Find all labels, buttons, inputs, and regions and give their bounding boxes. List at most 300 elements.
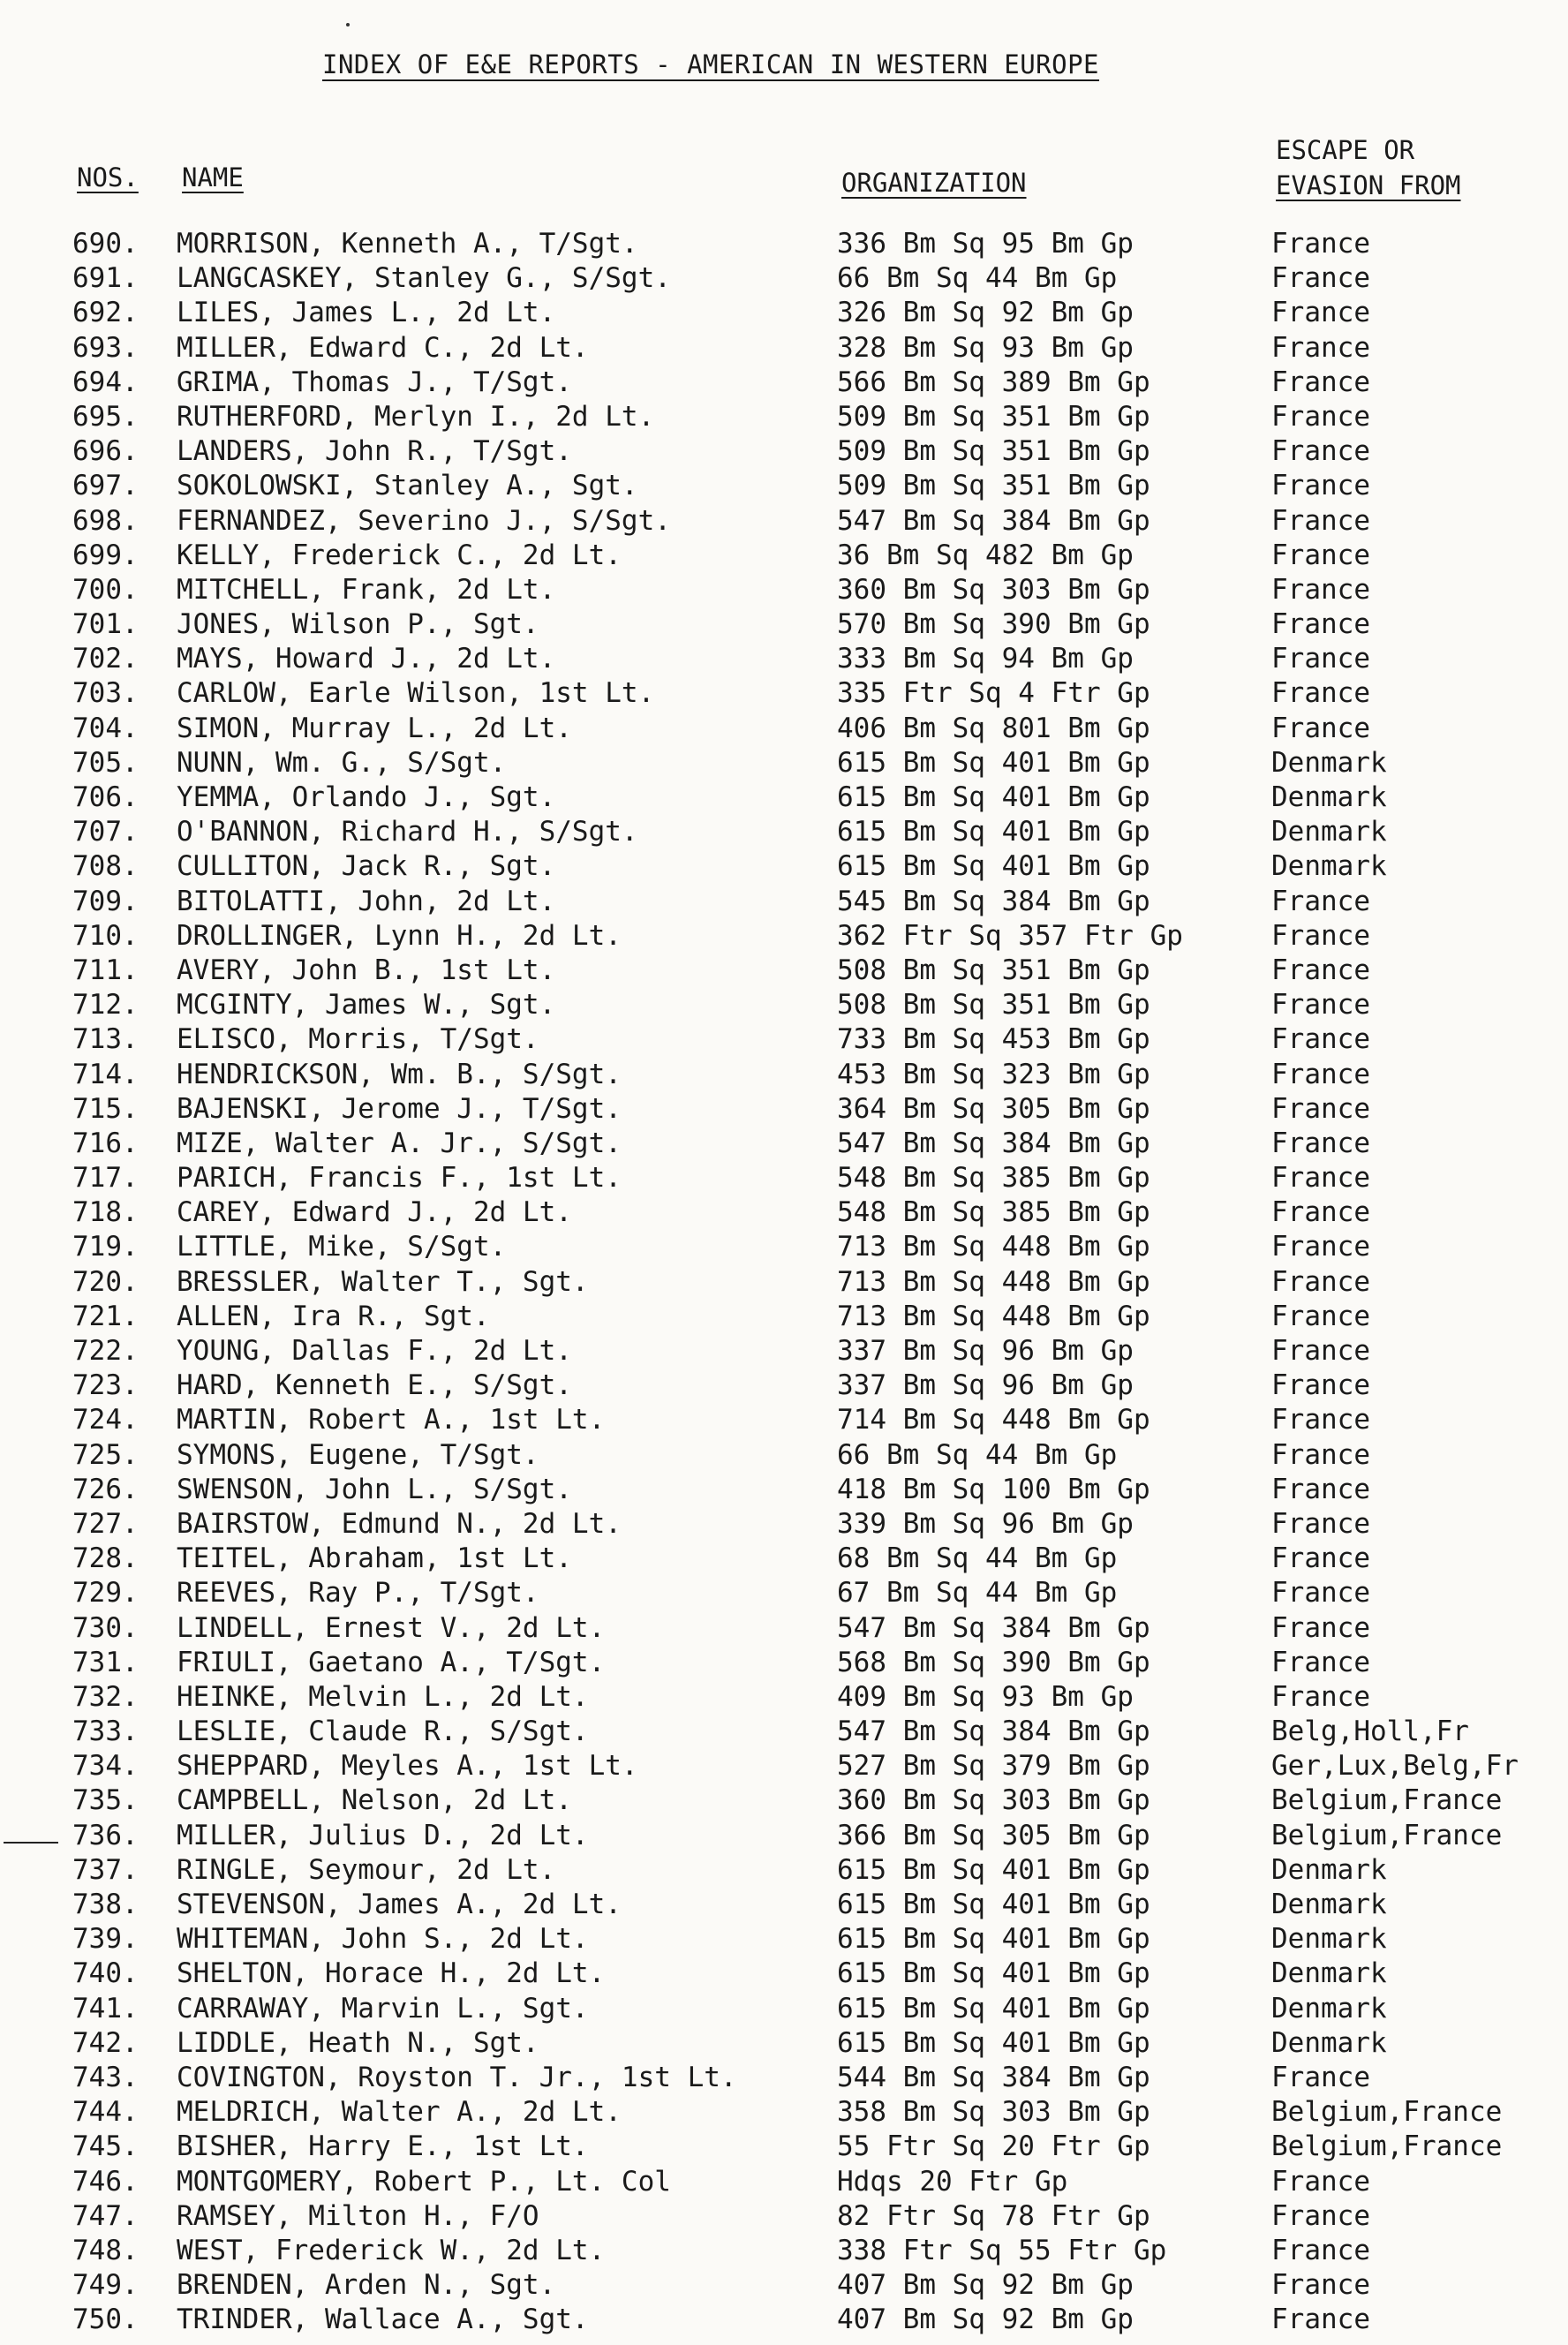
table-row (0, 297, 1568, 331)
organization: 337 Bm Sq 96 Bm Gp (837, 1335, 1134, 1367)
report-number: 720. (72, 1265, 139, 1298)
header-nos (77, 162, 139, 192)
report-number: 721. (72, 1300, 139, 1332)
organization: 713 Bm Sq 448 Bm Gp (837, 1265, 1150, 1298)
person-name: BAJENSKI, Jerome J., T/Sgt. (177, 1092, 622, 1125)
table-row (0, 539, 1568, 574)
table-row (0, 2096, 1568, 2130)
person-name: TRINDER, Wallace A., Sgt. (177, 2304, 589, 2336)
report-number: 711. (72, 954, 139, 986)
person-name: LIDDLE, Heath N., Sgt. (177, 2026, 539, 2059)
organization: 509 Bm Sq 351 Bm Gp (837, 400, 1150, 433)
organization: 570 Bm Sq 390 Bm Gp (837, 608, 1150, 641)
margin-mark (4, 1842, 58, 1844)
table-row (0, 2166, 1568, 2200)
table-row (0, 1127, 1568, 1162)
report-number: 717. (72, 1162, 139, 1195)
table-row (0, 1369, 1568, 1404)
escape-evasion-from: France (1271, 504, 1370, 537)
organization: 66 Bm Sq 44 Bm Gp (837, 1438, 1118, 1471)
table-row (0, 1301, 1568, 1335)
escape-evasion-from: France (1271, 1265, 1370, 1298)
person-name: CARLOW, Earle Wilson, 1st Lt. (177, 677, 655, 710)
person-name: MAYS, Howard J., 2d Lt. (177, 643, 556, 675)
organization: 409 Bm Sq 93 Bm Gp (837, 1680, 1134, 1713)
report-number: 707. (72, 816, 139, 848)
report-number: 706. (72, 781, 139, 813)
escape-evasion-from: France (1271, 1577, 1370, 1610)
organization: 547 Bm Sq 384 Bm Gp (837, 1715, 1150, 1748)
person-name: MCGINTY, James W., Sgt. (177, 989, 556, 1022)
report-number: 692. (72, 297, 139, 329)
escape-evasion-from: Denmark (1271, 1957, 1387, 1990)
report-number: 718. (72, 1196, 139, 1229)
table-row (0, 332, 1568, 366)
person-name: SHEPPARD, Meyles A., 1st Lt. (177, 1750, 638, 1783)
report-number: 710. (72, 919, 139, 952)
header-escape-line2: EVASION FROM (1276, 170, 1461, 200)
table-row (0, 2130, 1568, 2165)
escape-evasion-from: France (1271, 331, 1370, 364)
report-number: 750. (72, 2304, 139, 2336)
table-row (0, 1542, 1568, 1577)
person-name: GRIMA, Thomas J., T/Sgt. (177, 366, 572, 398)
report-number: 744. (72, 2096, 139, 2129)
organization: Hdqs 20 Ftr Gp (837, 2165, 1068, 2198)
organization: 509 Bm Sq 351 Bm Gp (837, 470, 1150, 502)
person-name: CARRAWAY, Marvin L., Sgt. (177, 1992, 589, 2025)
escape-evasion-from: France (1271, 1092, 1370, 1125)
table-row (0, 643, 1568, 677)
report-number: 742. (72, 2026, 139, 2059)
organization: 360 Bm Sq 303 Bm Gp (837, 573, 1150, 606)
escape-evasion-from: France (1271, 712, 1370, 744)
person-name: CAMPBELL, Nelson, 2d Lt. (177, 1784, 572, 1817)
person-name: LITTLE, Mike, S/Sgt. (177, 1231, 507, 1263)
person-name: LANDERS, John R., T/Sgt. (177, 435, 572, 468)
person-name: LILES, James L., 2d Lt. (177, 297, 556, 329)
escape-evasion-from: France (1271, 539, 1370, 571)
escape-evasion-from: Denmark (1271, 850, 1387, 883)
table-row (0, 1681, 1568, 1715)
table-row (0, 1093, 1568, 1127)
organization: 418 Bm Sq 100 Bm Gp (837, 1473, 1150, 1505)
person-name: SOKOLOWSKI, Stanley A., Sgt. (177, 470, 638, 502)
report-number: 712. (72, 989, 139, 1022)
organization: 615 Bm Sq 401 Bm Gp (837, 781, 1150, 813)
report-number: 738. (72, 1889, 139, 1920)
escape-evasion-from: France (1271, 366, 1370, 398)
organization: 360 Bm Sq 303 Bm Gp (837, 1784, 1150, 1817)
person-name: RINGLE, Seymour, 2d Lt. (177, 1853, 556, 1886)
organization: 66 Bm Sq 44 Bm Gp (837, 262, 1118, 295)
report-number: 691. (72, 262, 139, 295)
table-row (0, 1820, 1568, 1854)
report-number: 715. (72, 1092, 139, 1125)
table-row (0, 2269, 1568, 2304)
table-row (0, 1784, 1568, 1819)
report-number: 736. (72, 1819, 139, 1851)
table-row (0, 747, 1568, 781)
escape-evasion-from: France (1271, 2304, 1370, 2336)
report-number: 714. (72, 1058, 139, 1090)
person-name: SYMONS, Eugene, T/Sgt. (177, 1438, 539, 1471)
organization: 406 Bm Sq 801 Bm Gp (837, 712, 1150, 744)
organization: 713 Bm Sq 448 Bm Gp (837, 1231, 1150, 1263)
report-number: 729. (72, 1577, 139, 1610)
person-name: RUTHERFORD, Merlyn I., 2d Lt. (177, 400, 655, 433)
report-number: 728. (72, 1542, 139, 1575)
escape-evasion-from: France (1271, 1680, 1370, 1713)
table-row (0, 1854, 1568, 1889)
report-number: 722. (72, 1335, 139, 1367)
header-organization-label: ORGANIZATION (841, 168, 1027, 198)
escape-evasion-from: France (1271, 1335, 1370, 1367)
person-name: O'BANNON, Richard H., S/Sgt. (177, 816, 638, 848)
organization: 366 Bm Sq 305 Bm Gp (837, 1819, 1150, 1851)
organization: 407 Bm Sq 92 Bm Gp (837, 2269, 1134, 2302)
table-row (0, 2200, 1568, 2235)
organization: 337 Bm Sq 96 Bm Gp (837, 1369, 1134, 1402)
report-number: 703. (72, 677, 139, 710)
report-number: 698. (72, 504, 139, 537)
escape-evasion-from: France (1271, 677, 1370, 710)
organization: 508 Bm Sq 351 Bm Gp (837, 989, 1150, 1022)
person-name: MONTGOMERY, Robert P., Lt. Col (177, 2165, 671, 2198)
document-title: INDEX OF E&E REPORTS - AMERICAN IN WESTERN EUROPE (322, 49, 1100, 79)
table-row (0, 505, 1568, 539)
organization: 326 Bm Sq 92 Bm Gp (837, 297, 1134, 329)
escape-evasion-from: France (1271, 400, 1370, 433)
table-row (0, 608, 1568, 643)
report-number: 693. (72, 331, 139, 364)
organization: 509 Bm Sq 351 Bm Gp (837, 435, 1150, 468)
organization: 615 Bm Sq 401 Bm Gp (837, 1889, 1150, 1920)
person-name: KELLY, Frederick C., 2d Lt. (177, 539, 622, 571)
organization: 714 Bm Sq 448 Bm Gp (837, 1404, 1150, 1436)
organization: 615 Bm Sq 401 Bm Gp (837, 816, 1150, 848)
person-name: YOUNG, Dallas F., 2d Lt. (177, 1335, 572, 1367)
header-escape-from (1276, 132, 1461, 203)
header-name (182, 162, 244, 192)
organization: 55 Ftr Sq 20 Ftr Gp (837, 2130, 1150, 2163)
person-name: WEST, Frederick W., 2d Lt. (177, 2234, 606, 2266)
report-number: 746. (72, 2165, 139, 2198)
organization: 453 Bm Sq 323 Bm Gp (837, 1058, 1150, 1090)
organization: 568 Bm Sq 390 Bm Gp (837, 1646, 1150, 1678)
person-name: MELDRICH, Walter A., 2d Lt. (177, 2096, 622, 2129)
report-number: 725. (72, 1438, 139, 1471)
escape-evasion-from: France (1271, 435, 1370, 468)
person-name: MORRISON, Kenneth A., T/Sgt. (177, 228, 638, 260)
escape-evasion-from: France (1271, 1300, 1370, 1332)
table-row (0, 2027, 1568, 2062)
table-row (0, 401, 1568, 435)
report-number: 734. (72, 1750, 139, 1783)
person-name: HEINKE, Melvin L., 2d Lt. (177, 1680, 589, 1713)
organization: 358 Bm Sq 303 Bm Gp (837, 2096, 1150, 2129)
report-number: 735. (72, 1784, 139, 1817)
organization: 547 Bm Sq 384 Bm Gp (837, 1611, 1150, 1644)
organization: 68 Bm Sq 44 Bm Gp (837, 1542, 1118, 1575)
escape-evasion-from: France (1271, 608, 1370, 641)
person-name: BRENDEN, Arden N., Sgt. (177, 2269, 556, 2302)
table-row (0, 816, 1568, 850)
table-row (0, 262, 1568, 297)
escape-evasion-from: France (1271, 573, 1370, 606)
organization: 615 Bm Sq 401 Bm Gp (837, 746, 1150, 779)
table-row (0, 1957, 1568, 1992)
report-number: 708. (72, 850, 139, 883)
person-name: LINDELL, Ernest V., 2d Lt. (177, 1611, 606, 1644)
escape-evasion-from: France (1271, 1646, 1370, 1678)
person-name: WHITEMAN, John S., 2d Lt. (177, 1923, 589, 1956)
report-number: 716. (72, 1127, 139, 1159)
table-row (0, 1923, 1568, 1957)
escape-evasion-from: France (1271, 954, 1370, 986)
report-number: 699. (72, 539, 139, 571)
report-number: 700. (72, 573, 139, 606)
report-number: 741. (72, 1992, 139, 2025)
table-row (0, 1162, 1568, 1196)
escape-evasion-from: France (1271, 1127, 1370, 1159)
person-name: LANGCASKEY, Stanley G., S/Sgt. (177, 262, 671, 295)
person-name: HENDRICKSON, Wm. B., S/Sgt. (177, 1058, 622, 1090)
escape-evasion-from: France (1271, 989, 1370, 1022)
table-row (0, 1577, 1568, 1611)
report-number: 737. (72, 1853, 139, 1886)
person-name: ELISCO, Morris, T/Sgt. (177, 1023, 539, 1056)
report-number: 749. (72, 2269, 139, 2302)
person-name: ALLEN, Ira R., Sgt. (177, 1300, 490, 1332)
escape-evasion-from: France (1271, 1542, 1370, 1575)
organization: 566 Bm Sq 389 Bm Gp (837, 366, 1150, 398)
person-name: SWENSON, John L., S/Sgt. (177, 1473, 572, 1505)
report-number: 743. (72, 2061, 139, 2093)
escape-evasion-from: France (1271, 2269, 1370, 2302)
organization: 615 Bm Sq 401 Bm Gp (837, 1992, 1150, 2025)
organization: 615 Bm Sq 401 Bm Gp (837, 1923, 1150, 1956)
person-name: CULLITON, Jack R., Sgt. (177, 850, 556, 883)
escape-evasion-from: Denmark (1271, 1853, 1387, 1886)
escape-evasion-from: Denmark (1271, 1889, 1387, 1920)
escape-evasion-from: France (1271, 1231, 1370, 1263)
person-name: AVERY, John B., 1st Lt. (177, 954, 556, 986)
escape-evasion-from: France (1271, 919, 1370, 952)
report-number: 704. (72, 712, 139, 744)
report-number: 748. (72, 2234, 139, 2266)
table-row (0, 1404, 1568, 1438)
report-number: 747. (72, 2199, 139, 2232)
organization: 328 Bm Sq 93 Bm Gp (837, 331, 1134, 364)
table-row (0, 1196, 1568, 1231)
person-name: JONES, Wilson P., Sgt. (177, 608, 539, 641)
escape-evasion-from: France (1271, 2165, 1370, 2198)
table-row (0, 1612, 1568, 1647)
table-row (0, 1508, 1568, 1542)
organization: 338 Ftr Sq 55 Ftr Gp (837, 2234, 1167, 2266)
table-row (0, 1023, 1568, 1058)
person-name: BISHER, Harry E., 1st Lt. (177, 2130, 589, 2163)
organization: 733 Bm Sq 453 Bm Gp (837, 1023, 1150, 1056)
report-number: 726. (72, 1473, 139, 1505)
person-name: COVINGTON, Royston T. Jr., 1st Lt. (177, 2061, 737, 2093)
person-name: NUNN, Wm. G., S/Sgt. (177, 746, 507, 779)
escape-evasion-from: Denmark (1271, 816, 1387, 848)
person-name: LESLIE, Claude R., S/Sgt. (177, 1715, 589, 1748)
report-number: 705. (72, 746, 139, 779)
table-row (0, 1266, 1568, 1301)
table-row (0, 850, 1568, 885)
table-row (0, 1335, 1568, 1369)
table-row (0, 920, 1568, 954)
table-row (0, 574, 1568, 608)
organization: 615 Bm Sq 401 Bm Gp (837, 850, 1150, 883)
escape-evasion-from: France (1271, 297, 1370, 329)
table-row (0, 1889, 1568, 1923)
person-name: BRESSLER, Walter T., Sgt. (177, 1265, 589, 1298)
report-number: 740. (72, 1957, 139, 1990)
header-organization (841, 168, 1027, 198)
escape-evasion-from: France (1271, 1438, 1370, 1471)
organization: 364 Bm Sq 305 Bm Gp (837, 1092, 1150, 1125)
table-row (0, 1439, 1568, 1474)
table-row (0, 1647, 1568, 1681)
organization: 36 Bm Sq 482 Bm Gp (837, 539, 1134, 571)
table-row (0, 2235, 1568, 2269)
report-number: 730. (72, 1611, 139, 1644)
table-row (0, 2062, 1568, 2096)
escape-evasion-from: France (1271, 643, 1370, 675)
person-name: MARTIN, Robert A., 1st Lt. (177, 1404, 606, 1436)
report-number: 727. (72, 1507, 139, 1540)
report-number: 719. (72, 1231, 139, 1263)
organization: 713 Bm Sq 448 Bm Gp (837, 1300, 1150, 1332)
person-name: RAMSEY, Milton H., F/O (177, 2199, 539, 2232)
escape-evasion-from: Belg,Holl,Fr (1271, 1715, 1469, 1748)
report-number: 713. (72, 1023, 139, 1056)
table-row (0, 1231, 1568, 1265)
report-number: 701. (72, 608, 139, 641)
report-number: 709. (72, 885, 139, 917)
table-row (0, 228, 1568, 262)
person-name: PARICH, Francis F., 1st Lt. (177, 1162, 622, 1195)
table-row (0, 1474, 1568, 1508)
escape-evasion-from: France (1271, 470, 1370, 502)
escape-evasion-from: Denmark (1271, 2026, 1387, 2059)
organization: 527 Bm Sq 379 Bm Gp (837, 1750, 1150, 1783)
organization: 615 Bm Sq 401 Bm Gp (837, 2026, 1150, 2059)
escape-evasion-from: Belgium,France (1271, 2130, 1503, 2163)
organization: 548 Bm Sq 385 Bm Gp (837, 1162, 1150, 1195)
table-row (0, 781, 1568, 816)
table-row (0, 2304, 1568, 2338)
organization: 548 Bm Sq 385 Bm Gp (837, 1196, 1150, 1229)
report-number: 733. (72, 1715, 139, 1748)
organization: 335 Ftr Sq 4 Ftr Gp (837, 677, 1150, 710)
escape-evasion-from: Belgium,France (1271, 1819, 1503, 1851)
organization: 362 Ftr Sq 357 Ftr Gp (837, 919, 1183, 952)
escape-evasion-from: France (1271, 1058, 1370, 1090)
person-name: HARD, Kenneth E., S/Sgt. (177, 1369, 572, 1402)
escape-evasion-from: France (1271, 262, 1370, 295)
escape-evasion-from: France (1271, 1611, 1370, 1644)
person-name: SHELTON, Horace H., 2d Lt. (177, 1957, 606, 1990)
organization: 544 Bm Sq 384 Bm Gp (837, 2061, 1150, 2093)
report-number: 696. (72, 435, 139, 468)
person-name: MILLER, Julius D., 2d Lt. (177, 1819, 589, 1851)
table-row (0, 1750, 1568, 1784)
table-row (0, 366, 1568, 401)
header-name-label: NAME (182, 162, 244, 192)
escape-evasion-from: Ger,Lux,Belg,Fr (1271, 1750, 1519, 1783)
escape-evasion-from: France (1271, 228, 1370, 260)
table-row (0, 713, 1568, 747)
escape-evasion-from: Belgium,France (1271, 1784, 1503, 1817)
report-number: 731. (72, 1646, 139, 1678)
organization: 82 Ftr Sq 78 Ftr Gp (837, 2199, 1150, 2232)
organization: 333 Bm Sq 94 Bm Gp (837, 643, 1134, 675)
escape-evasion-from: France (1271, 2199, 1370, 2232)
escape-evasion-from: France (1271, 1404, 1370, 1436)
escape-evasion-from: Denmark (1271, 781, 1387, 813)
table-row (0, 470, 1568, 504)
header-nos-label: NOS. (77, 162, 139, 192)
report-number: 690. (72, 228, 139, 260)
person-name: SIMON, Murray L., 2d Lt. (177, 712, 572, 744)
report-number: 695. (72, 400, 139, 433)
organization: 615 Bm Sq 401 Bm Gp (837, 1957, 1150, 1990)
escape-evasion-from: France (1271, 2061, 1370, 2093)
escape-evasion-from: France (1271, 1369, 1370, 1402)
table-row (0, 886, 1568, 920)
person-name: CAREY, Edward J., 2d Lt. (177, 1196, 572, 1229)
escape-evasion-from: France (1271, 1162, 1370, 1195)
escape-evasion-from: Denmark (1271, 1992, 1387, 2025)
escape-evasion-from: France (1271, 1507, 1370, 1540)
organization: 547 Bm Sq 384 Bm Gp (837, 504, 1150, 537)
person-name: MITCHELL, Frank, 2d Lt. (177, 573, 556, 606)
ink-speck (346, 23, 350, 26)
report-number: 724. (72, 1404, 139, 1436)
person-name: BAIRSTOW, Edmund N., 2d Lt. (177, 1507, 622, 1540)
organization: 545 Bm Sq 384 Bm Gp (837, 885, 1150, 917)
report-number: 739. (72, 1923, 139, 1956)
organization: 547 Bm Sq 384 Bm Gp (837, 1127, 1150, 1159)
report-number: 697. (72, 470, 139, 502)
report-number: 745. (72, 2130, 139, 2163)
escape-evasion-from: France (1271, 1196, 1370, 1229)
organization: 615 Bm Sq 401 Bm Gp (837, 1853, 1150, 1886)
escape-evasion-from: Denmark (1271, 746, 1387, 779)
report-table (0, 228, 1568, 2338)
person-name: YEMMA, Orlando J., Sgt. (177, 781, 556, 813)
organization: 67 Bm Sq 44 Bm Gp (837, 1577, 1118, 1610)
report-number: 702. (72, 643, 139, 675)
escape-evasion-from: France (1271, 1023, 1370, 1056)
table-row (0, 1059, 1568, 1093)
person-name: DROLLINGER, Lynn H., 2d Lt. (177, 919, 622, 952)
person-name: MIZE, Walter A. Jr., S/Sgt. (177, 1127, 622, 1159)
report-number: 723. (72, 1369, 139, 1402)
table-row (0, 435, 1568, 470)
person-name: BITOLATTI, John, 2d Lt. (177, 885, 556, 917)
header-escape-line1: ESCAPE OR (1276, 135, 1415, 165)
organization: 339 Bm Sq 96 Bm Gp (837, 1507, 1134, 1540)
report-number: 732. (72, 1680, 139, 1713)
table-row (0, 954, 1568, 989)
table-row (0, 1993, 1568, 2027)
